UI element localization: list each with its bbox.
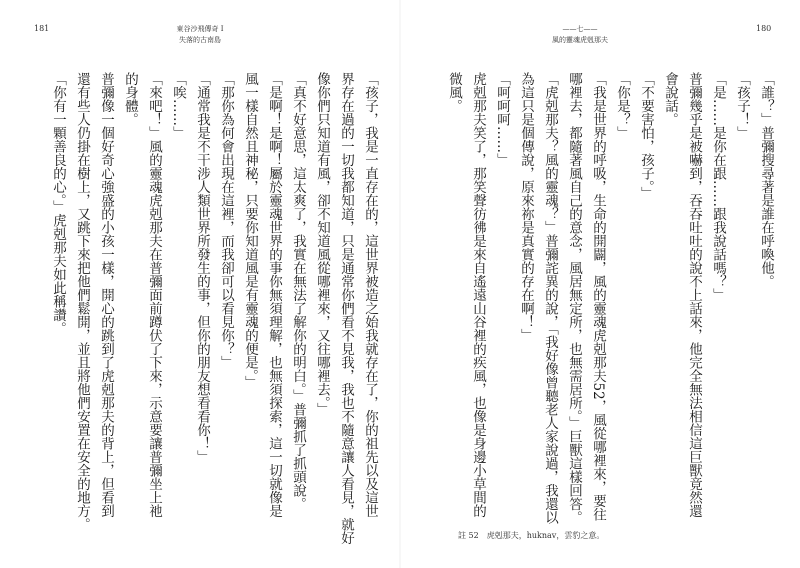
paragraph-line: 虎剋那夫笑了，那笑聲彷彿是來自遙遠山谷裡的疾風，也像是身邊小草間的 xyxy=(470,72,486,518)
right-header-chapter-number: ——七—— xyxy=(562,25,598,33)
paragraph-line: 為這只是個傳說，原來祢是真實的存在啊！」 xyxy=(518,72,534,342)
paragraph-line: 「真不好意思，這太爽了，我實在無法了解你的明白。」普彌抓了抓頭說。 xyxy=(290,72,306,511)
left-header-book-title: 東谷沙飛傳奇 I xyxy=(176,25,224,33)
left-page-number: 181 xyxy=(34,24,50,33)
paragraph-line: 會說話。 xyxy=(662,72,678,126)
paragraph-line: 普彌像一個好奇心強盛的小孩一樣，開心的跳到了虎剋那夫的背上，但看到 xyxy=(98,72,114,518)
paragraph-line: 「是啊！是啊！屬於靈魂世界的事你無須理解，也無須探索，這一切就像是 xyxy=(266,72,282,518)
paragraph-line: 「來吧！」風的靈魂虎剋那夫在普彌面前蹲伏了下來，示意要讓普彌坐上祂 xyxy=(146,72,162,518)
paragraph-line: 「呵呵呵……」 xyxy=(494,72,510,167)
paragraph-line: 界存在過的一切我都知道，只是通常你們看不見我，我也不隨意讓人看見，就好 xyxy=(338,72,354,545)
paragraph-line: 「你有一顆善良的心。」虎剋那夫如此稱讚。 xyxy=(50,72,66,336)
paragraph-line: 的身體。 xyxy=(122,72,138,126)
paragraph-line: 「唉……」 xyxy=(170,72,186,140)
left-running-header xyxy=(140,24,260,46)
paragraph-line: 風一樣自然且神秘，只要你知道風是有靈魂的便是。」 xyxy=(242,72,258,390)
paragraph-line: 還有些人仍掛在樹上，又跳下來把他們鬆開，並且將他們安置在安全的地方。 xyxy=(74,72,90,531)
paragraph-line: 「通常我是不干涉人類世界所發生的事，但你的朋友想看看你！」 xyxy=(194,72,210,464)
paragraph-line: 微風。 xyxy=(446,72,462,113)
right-page-number: 180 xyxy=(756,24,772,33)
right-page xyxy=(400,0,800,568)
paragraph-line: 「是……是你在跟……跟我說話嗎？」 xyxy=(710,72,726,302)
paragraph-line: 普彌幾乎是被嚇到，吞吞吐吐的說不上話來，他完全無法相信這巨獸竟然還 xyxy=(686,72,702,518)
paragraph-line: 像你們只知道有風，卻不知道風從哪裡來，又往哪裡去。」 xyxy=(314,72,330,417)
left-body-text xyxy=(50,72,382,545)
left-header-subtitle: 失落的古南島 xyxy=(179,36,221,44)
footnote: 註 52 虎剋那夫，huknav，雲豹之意。 xyxy=(458,531,605,540)
paragraph-line: 「孩子，我是一直存在的，這世界被造之始我就存在了，你的祖先以及這世 xyxy=(362,72,378,518)
paragraph-line: 「不要害怕，孩子。」 xyxy=(638,72,654,201)
right-body-text xyxy=(446,72,778,525)
paragraph-line: 「虎剋那夫？風的靈魂？」普彌詫異的說，「我好像曾聽老人家說過，我還以 xyxy=(542,72,558,525)
paragraph-line: 「我是世界的呼吸，生命的開闢，風的靈魂虎剋那夫52，風從哪裡來，要往 xyxy=(590,72,606,522)
paragraph-line: 「孩子！」 xyxy=(734,72,750,140)
paragraph-line: 「誰？」普彌搜尋著是誰在呼喚他。 xyxy=(758,72,774,288)
paragraph-line: 哪裡去，都隨著風自己的意念，風居無定所，也無需居所。」巨獸這樣回答。 xyxy=(566,72,582,525)
paragraph-line: 「你是？」 xyxy=(614,72,630,140)
paragraph-line: 「那你為何會出現在這裡，而我卻可以看見你？」 xyxy=(218,72,234,369)
right-header-chapter-title: 風的靈魂虎剋那夫 xyxy=(552,36,608,44)
right-running-header xyxy=(520,24,640,46)
